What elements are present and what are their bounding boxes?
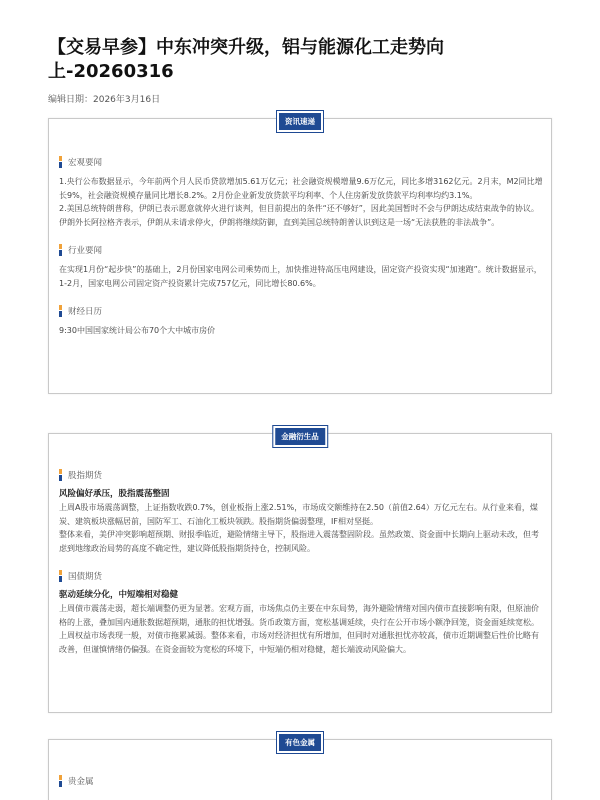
- news-brief-box: [48, 118, 552, 394]
- macro-news-para-1: 1.央行公布数据显示，今年前两个月人民币贷款增加5.61万亿元；社会融资规模增量9.6万亿元，同比多增3162亿元。2月末，M2同比增长9%，社会融资规模存量同比增长8.2%。2月份企业新发放贷款平均利率、个人住房新发放贷款平均利率均约3.1%。: [59, 177, 543, 200]
- stock-index-futures-title: 股指期货: [68, 471, 103, 481]
- precious-metals-header: [59, 774, 543, 788]
- article-title: 【交易早参】中东冲突升级，铝与能源化工走势向上-20260316: [48, 37, 444, 82]
- nonferrous-metals-badge: 有色金属: [277, 732, 323, 753]
- section-marker-icon: [59, 156, 63, 168]
- macro-news-para-2: 2.美国总统特朗普称，伊朗已表示愿意就停火进行谈判，但目前提出的条件“还不够好”，因此美国暂时不会与伊朗达成结束战争的协议。伊朗外长阿拉格齐表示，伊朗从未请求停火，伊朗将继续防御，直到美国总统特朗普认识到这是一场“无法获胜的非法战争”。: [59, 204, 539, 227]
- financial-derivatives-box: [48, 433, 552, 713]
- financial-derivatives-badge: 金融衍生品: [273, 426, 327, 447]
- industry-news-title: 行业要闻: [68, 246, 103, 256]
- section-marker-icon: [59, 469, 63, 481]
- finance-calendar-header: [59, 304, 543, 318]
- macro-news-title: 宏观要闻: [68, 158, 103, 168]
- section-marker-icon: [59, 775, 63, 787]
- finance-calendar-title: 财经日历: [68, 307, 103, 317]
- edit-date: 编辑日期：2026年3月16日: [48, 95, 161, 105]
- section-marker-icon: [59, 570, 63, 582]
- macro-news-header: [59, 155, 543, 169]
- stock-index-futures-para-2: 整体来看，美伊冲突影响超预期、财报季临近，避险情绪主导下，股指进入震荡整固阶段。虽然政策、资金面中长期向上驱动未改，但考虑到地缘政治局势的高度不确定性，建议降低股指期货持仓，控制风险。: [59, 530, 539, 553]
- treasury-futures-title: 国债期货: [68, 572, 103, 582]
- nonferrous-metals-box: [48, 739, 552, 800]
- section-marker-icon: [59, 305, 63, 317]
- stock-index-futures-para-1: 上周A股市场震荡调整，上证指数收跌0.7%，创业板指上涨2.51%，市场成交额维持在2.50（前值2.64）万亿元左右。从行业来看，煤炭、建筑板块涨幅居前，国防军工、石油化工板块领跌。股指期货偏弱整理，IF相对坚挺。: [59, 503, 538, 526]
- treasury-futures-header: [59, 569, 543, 583]
- stock-index-futures-subhead: 风险偏好承压，股指震荡整固: [59, 489, 170, 499]
- industry-news-para: 在实现1月份“起步快”的基础上，2月份国家电网公司乘势而上，加快推进特高压电网建设，固定资产投资实现“加速跑”。统计数据显示，1-2月，国家电网公司固定资产投资累计完成757亿元，同比增长80.6%。: [59, 265, 542, 288]
- finance-calendar-para: 9:30中国国家统计局公布70个大中城市房价: [59, 326, 216, 335]
- stock-index-futures-header: [59, 468, 543, 482]
- precious-metals-title: 贵金属: [68, 777, 94, 787]
- section-marker-icon: [59, 244, 63, 256]
- news-brief-badge: 资讯速递: [277, 111, 323, 132]
- treasury-futures-subhead: 驱动延续分化，中短端相对稳健: [59, 590, 179, 600]
- treasury-futures-para: 上周债市震荡走弱，超长端调整仍更为显著。宏观方面，市场焦点仍主要在中东局势，海外避险情绪对国内债市直接影响有限，但原油价格的上涨，叠加国内通胀数据超预期，通胀的担忧增强。货币政策方面，宽松基调延续，央行在公开市场小额净回笼，资金面延续宽松。上周权益市场表现一般，对债市拖累减弱。整体来看，市场对经济担忧有所增加，但同时对通胀担忧亦较高，债市近期调整后性价比略有改善，但谨慎情绪仍偏强。在资金面较为宽松的环境下，中短端仍相对稳健，超长端波动风险偏大。: [59, 604, 539, 654]
- industry-news-header: [59, 243, 543, 257]
